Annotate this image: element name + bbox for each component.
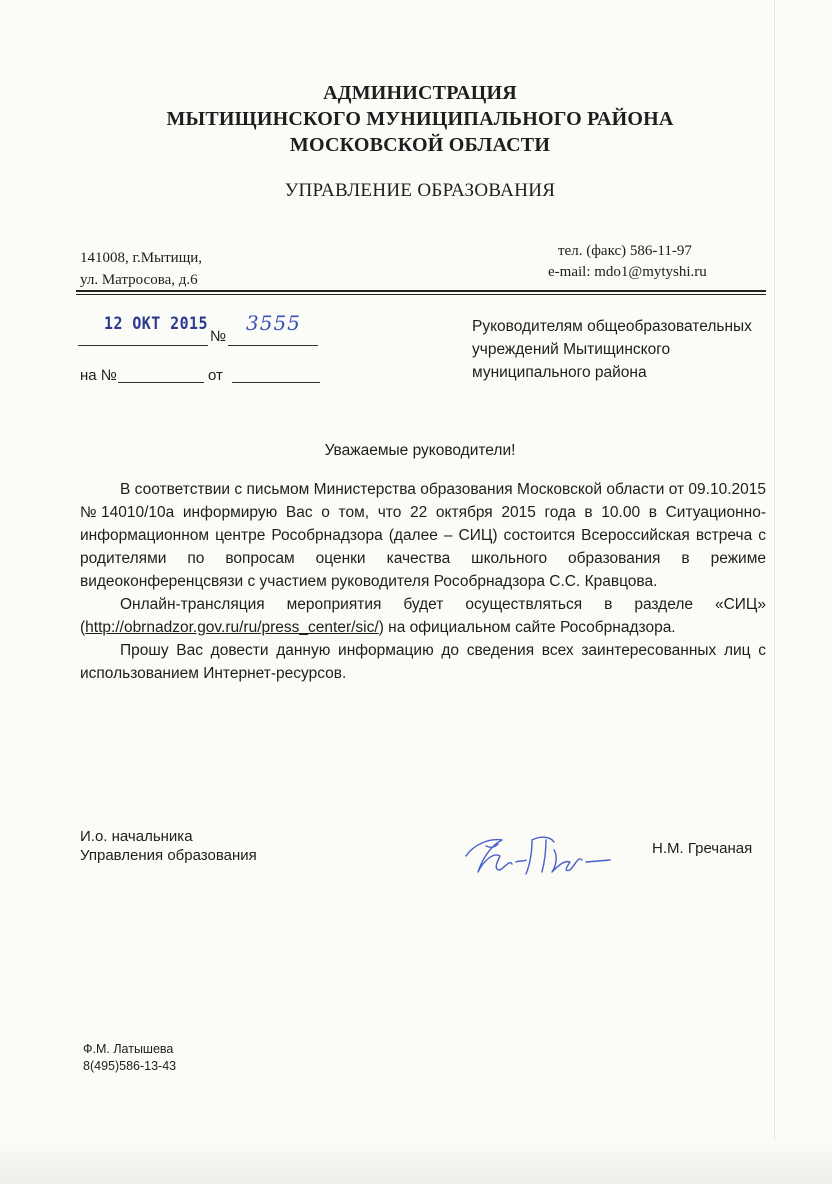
org-title-line2: МЫТИЩИНСКОГО МУНИЦИПАЛЬНОГО РАЙОНА: [166, 108, 674, 130]
paper-fold: [774, 0, 775, 1184]
paragraph-3: Прошу Вас довести данную информацию до сведения всех заинтересованных лиц с использованием Интернет-ресурсов.: [80, 642, 766, 682]
greeting: Уважаемые руководители!: [324, 442, 516, 459]
department-title: УПРАВЛЕНИЕ ОБРАЗОВАНИЯ: [284, 180, 556, 201]
signatory-role-line1: И.о. начальника: [80, 828, 193, 845]
date-underline: [78, 345, 208, 346]
number-label: №: [210, 328, 227, 345]
letter-body: [80, 478, 766, 685]
header-rule-thin: [76, 294, 766, 295]
signatory-role: [80, 827, 257, 865]
phone-fax: тел. (факс) 586-11-97: [558, 243, 692, 259]
signatory-role-line2: Управления образования: [80, 847, 257, 864]
ref-from-label: от: [208, 367, 223, 384]
paragraph-2: [80, 593, 766, 639]
ref-number-underline: [118, 382, 204, 383]
paragraph-2-text: Онлайн-трансляция мероприятия будет осуществляться в разделе «СИЦ» (: [80, 596, 766, 636]
recipient-line3: муниципального района: [472, 364, 647, 381]
ref-date-underline: [232, 382, 320, 383]
paragraph-2-tail: ) на официальном сайте Рособрнадзора.: [378, 619, 676, 636]
recipient-block: [472, 315, 782, 384]
sic-link[interactable]: http://obrnadzor.gov.ru/ru/press_center/sic/: [85, 619, 379, 636]
org-title-line3: МОСКОВСКОЙ ОБЛАСТИ: [289, 134, 551, 156]
number-underline: [228, 345, 318, 346]
executor-phone: 8(495)586-13-43: [83, 1059, 177, 1073]
recipient-line2: учреждений Мытищинского: [472, 341, 671, 358]
address-line1: 141008, г.Мытищи,: [80, 250, 203, 266]
executor-name: Ф.М. Латышева: [83, 1042, 174, 1056]
header-rule: [76, 290, 766, 292]
handwritten-signature: [460, 826, 620, 886]
executor-info: [83, 1041, 176, 1075]
signatory-name: Н.М. Гречаная: [652, 840, 753, 857]
address-line2: ул. Матросова, д.6: [80, 272, 198, 288]
paragraph-1: В соответствии с письмом Министерства образования Московской области от 09.10.2015 №14010/10а информирую Вас о том, что 22 октября 2015 года в 10.00 в Ситуационно-информационном центре Рособрнадзора (далее – СИЦ) состоится Всероссийская встреча с родителями по вопросам оценки качества школьного образования в режиме видеоконференцсвязи с участием руководителя Рособрнадзора С.С. Кравцова.: [80, 481, 766, 590]
date-stamp: 12 ОКТ 2015: [104, 314, 208, 334]
org-title-line1: АДМИНИСТРАЦИЯ: [323, 82, 517, 104]
recipient-line1: Руководителям общеобразовательных: [472, 318, 752, 335]
registration-number: 3555: [246, 311, 301, 335]
email: e-mail: mdo1@mytyshi.ru: [548, 264, 707, 280]
ref-label: на №: [80, 367, 117, 384]
paper-edge: [0, 1140, 832, 1184]
